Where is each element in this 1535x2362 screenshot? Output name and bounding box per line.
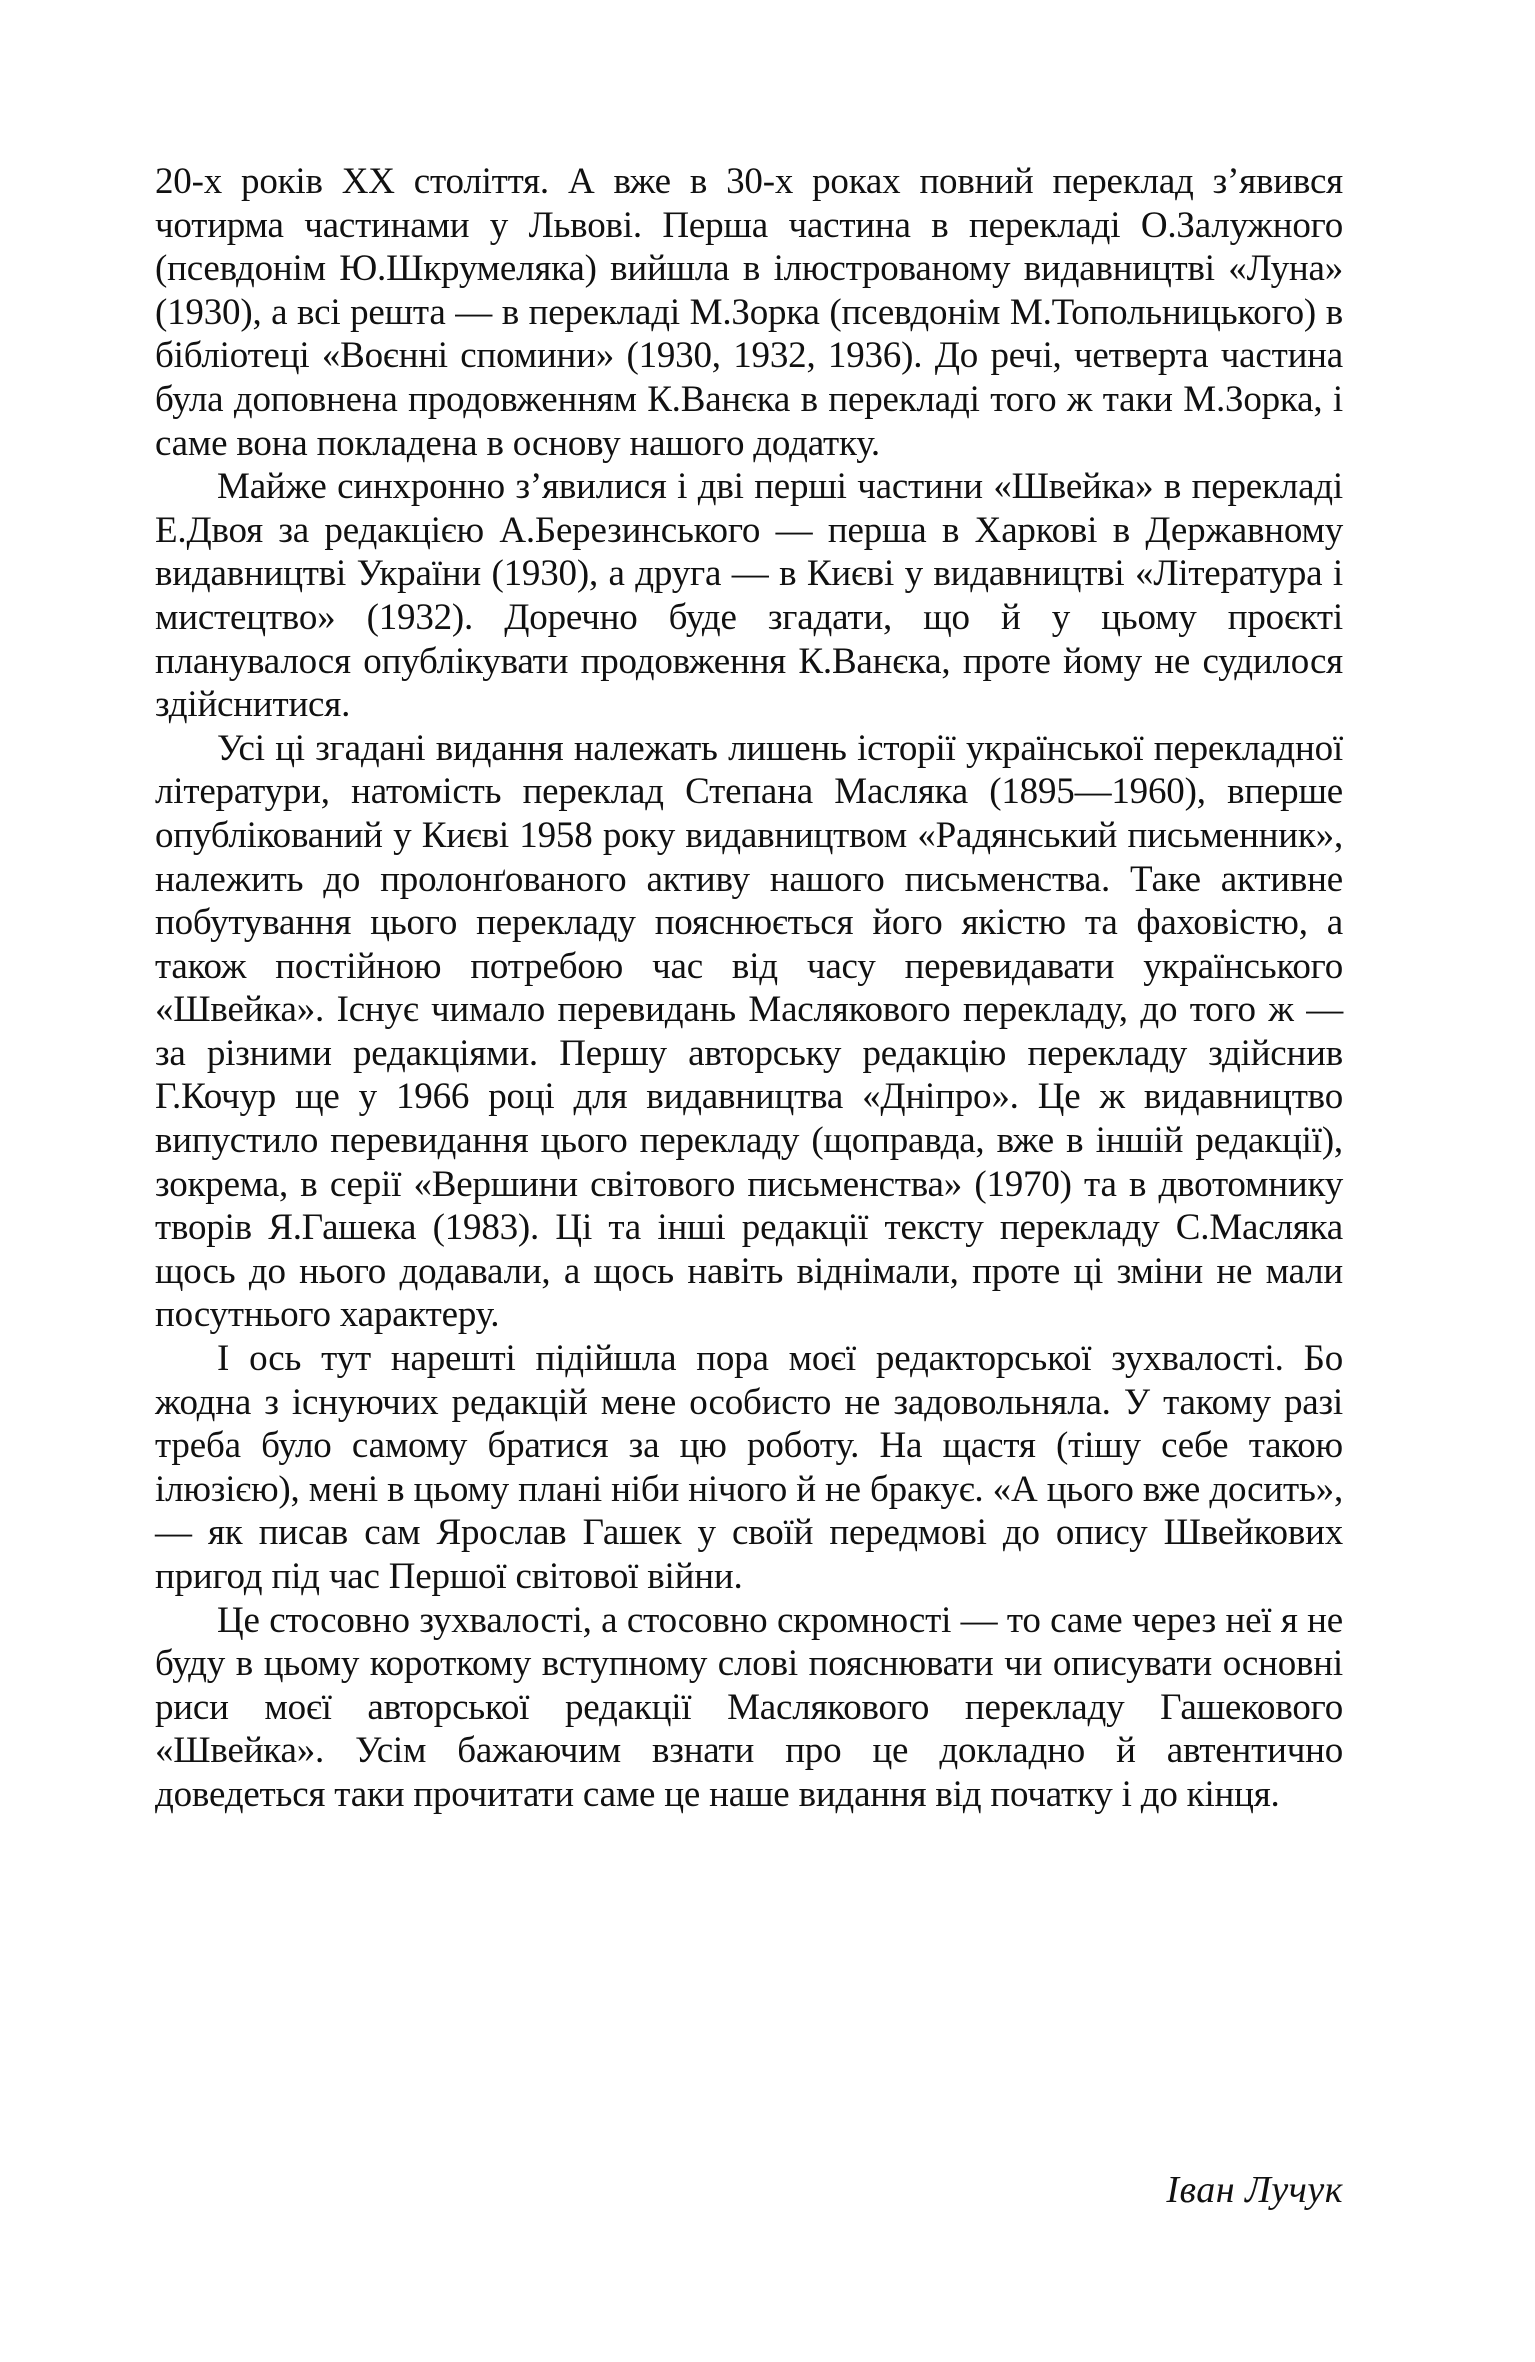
paragraph-4: І ось тут нарешті підійшла пора моєї редакторської зухвалості. Бо жодна з існуючих редакцій мене особисто не задовольняла. У такому разі треба було самому братися за цю роботу. На щастя (тішу себе такою ілюзією), мені в цьому плані ніби нічого й не бракує. «А цього вже досить», — як писав сам Ярослав Гашек у своїй передмові до опису Швейкових пригод під час Першої світової війни. bbox=[155, 1338, 1343, 1597]
author-signature: Іван Лучук bbox=[1166, 2169, 1343, 2211]
paragraph-2: Майже синхронно з’явилися і дві перші частини «Швейка» в перекладі Е.Двоя за редакцією А.Березинського — перша в Харкові в Державному видавництві України (1930), а друга — в Києві у видавництві «Література і мистецтво» (1932). Доречно буде згадати, що й у цьому проєкті планувалося опублікувати продовження К.Ванєка, проте йому не судилося здійснитися. bbox=[155, 466, 1343, 726]
paragraph-1: 20-х років XX століття. А вже в 30-х роках повний переклад з’явився чотирма частинами у Львові. Перша частина в перекладі О.Залужного (псевдонім Ю.Шкрумеляка) вийшла в ілюстрованому видавництві «Луна» (1930), а всі решта — в перекладі М.Зорка (псевдонім М.Топольницького) в бібліотеці «Воєнні спомини» (1930, 1932, 1936). До речі, четверта частина була доповнена продовженням К.Ванєка в перекладі того ж таки М.Зорка, і саме вона покладена в основу нашого додатку. bbox=[155, 161, 1343, 464]
paragraph-3: Усі ці згадані видання належать лишень історії української перекладної літератури, натомість переклад Степана Масляка (1895—1960), вперше опублікований у Києві 1958 року видавництвом «Радянський письменник», належить до пролонґованого активу нашого письменства. Таке активне побутування цього перекладу пояснюється його якістю та фаховістю, а також постійною потребою час від часу перевидавати українського «Швейка». Існує чимало перевидань Маслякового перекладу, до того ж — за різними редакціями. Першу авторську редакцію перекладу здійснив Г.Кочур ще у 1966 році для видавництва «Дніпро». Це ж видавництво випустило перевидання цього перекладу (щоправда, вже в іншій редакції), зокрема, в серії «Вершини світового письменства» (1970) та в двотомнику творів Я.Гашека (1983). Ці та інші редакції тексту перекладу С.Масляка щось до нього додавали, а щось навіть віднімали, проте ці зміни не мали посутнього характеру. bbox=[155, 727, 1343, 1336]
document-body bbox=[155, 160, 1343, 1817]
paragraph-5: Це стосовно зухвалості, а стосовно скромності — то саме через неї я не буду в цьому короткому вступному слові пояснювати чи описувати основні риси моєї авторської редакції Маслякового перекладу Гашекового «Швейка». Усім бажаючим взнати про це докладно й автентично доведеться таки прочитати саме це наше видання від початку і до кінця. bbox=[155, 1599, 1343, 1815]
